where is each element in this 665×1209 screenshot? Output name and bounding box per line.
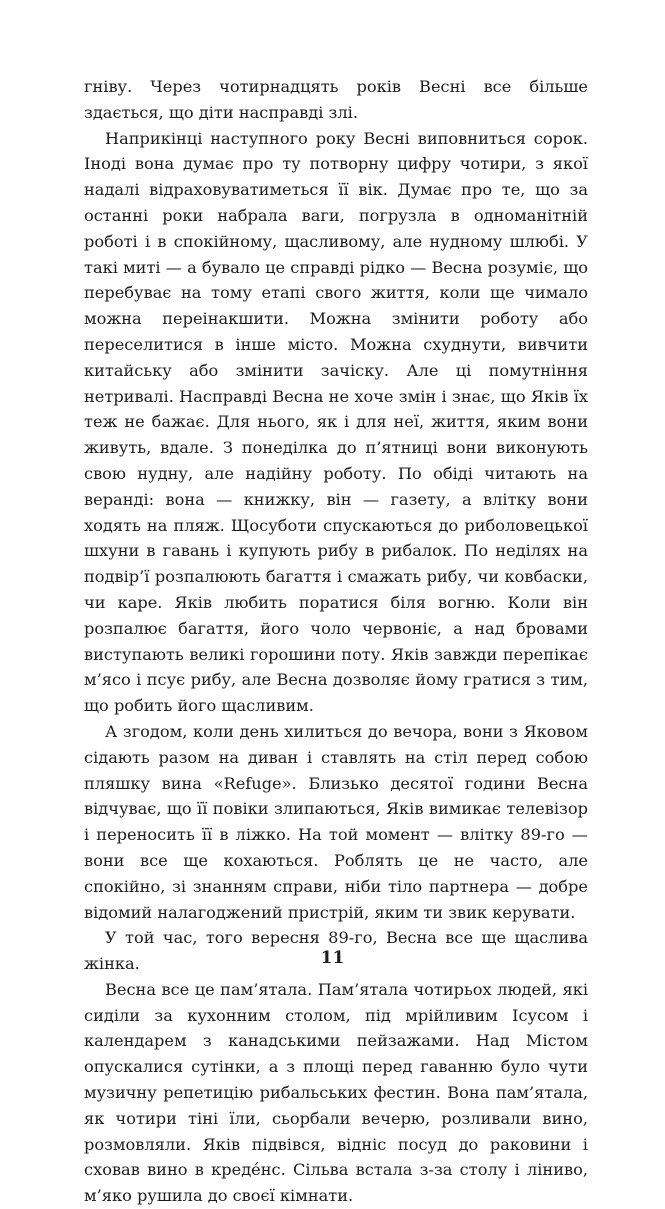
paragraph-2: Наприкінці наступного року Весні виповниться сорок. Іноді вона думає про ту потворну цифру чотири, з якої надалі відраховуватиметься її вік. Думає про те, що за останні роки набрала ваги, погрузла в одноманітній роботі і в спокійному, щасливому, але нудному шлюбі. У такі миті — а бувало це справді рідко — Весна розуміє, що перебуває на тому етапі свого життя, коли ще чимало можна переінакшити. Можна змінити роботу або переселитися в інше місто. Можна схуднути, вивчити китайську або змінити зачіску. Але ці помутніння нетривалі. Насправді Весна не хоче змін і знає, що Яків їх теж не бажає. Для нього, як і для неї, життя, яким вони живуть, вдале. З понеділка до п’ятниці вони виконують свою нудну, але надійну роботу. По обіді читають на веранді: вона — книжку, він — газету, а влітку вони ходять на пляж. Щосуботи спускаються до риболовецької шхуни в гавань і купують рибу в рибалок. По неділях на подвір’ї розпалюють багаття і смажать рибу, чи ковбаски, чи каре. Яків любить поратися біля вогню. Коли він розпалює багаття, його чоло червоніє, а над бровами виступають великі горошини поту. Яків завжди перепікає м’ясо і псує рибу, але Весна дозволяє йому гратися з тим, що робить його щасливим. bbox=[84, 128, 588, 716]
page-body bbox=[84, 74, 588, 1209]
paragraph-1: гніву. Через чотирнадцять років Весні все більше здається, що діти насправді злі. bbox=[84, 77, 588, 122]
paragraph-3: А згодом, коли день хилиться до вечора, вони з Яковом сідають разом на диван і ставлять на стіл перед собою пляшку вина «Refuge». Близько десятої години Весна відчуває, що її повіки злипаються, Яків вимикає телевізор і переносить її в ліжко. На той момент — влітку 89-го — вони все ще кохаються. Роблять це не часто, але спокійно, зі знанням справи, ніби тіло партнера — добре відомий налагоджений пристрій, яким ти звик керувати. bbox=[84, 721, 588, 922]
paragraph-5: Весна все це пам’ятала. Пам’ятала чотирьох людей, які сиділи за кухонним столом, під мрійливим Ісусом і календарем з канадськими пейзажами. Над Містом опускалися сутінки, а з площі перед гаванню було чути музичну репетицію рибальських фестин. Вона пам’ятала, як чотири тіні їли, сьорбали вечерю, розливали вино, розмовляли. Яків підвівся, відніс посуд до раковини і сховав вино в кредéнс. Сільва встала з-за столу і ліниво, м’яко рушила до своєї кімнати. bbox=[84, 979, 588, 1206]
page-number: 11 bbox=[320, 948, 345, 968]
paragraph-4: У той час, того вересня 89-го, Весна все ще щаслива жінка. bbox=[84, 928, 588, 974]
